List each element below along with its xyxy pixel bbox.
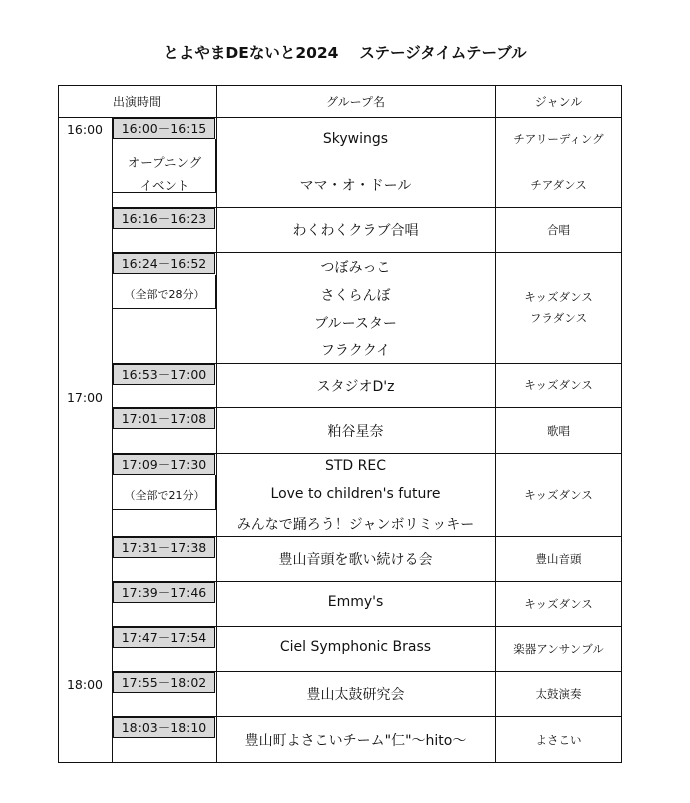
time-slot: 16:16－16:23 xyxy=(113,208,215,229)
time-slot: 17:39－17:46 xyxy=(113,582,215,603)
group-name: 豊山町よさこいチーム"仁"～hito～ xyxy=(244,733,467,749)
page-title: とよやまDEないと2024 ステージタイムテーブル xyxy=(163,44,527,62)
time-slot: 17:09－17:30 xyxy=(113,454,215,475)
genre-label: よさこい xyxy=(535,733,582,747)
note-text: オープニング xyxy=(127,155,202,170)
group-name: ママ・オ・ドール xyxy=(299,178,412,194)
time-slot: 17:55－18:02 xyxy=(113,672,215,693)
group-name: STD REC xyxy=(324,458,387,474)
group-name: わくわくクラブ合唱 xyxy=(292,223,419,239)
time-slot: 18:03－18:10 xyxy=(113,717,215,738)
genre-label: チアダンス xyxy=(530,178,587,192)
genre-label: キッズダンス xyxy=(524,597,593,611)
table-border-left xyxy=(58,85,59,763)
hour-label: 17:00 xyxy=(66,390,104,405)
genre-label: チアリーディング xyxy=(513,132,604,146)
time-slot: 16:24－16:52 xyxy=(113,253,215,274)
group-name: フラククイ xyxy=(320,343,391,359)
header-time: 出演時間 xyxy=(112,95,161,109)
group-name: Love to children's future xyxy=(270,486,441,502)
genre-label: キッズダンス xyxy=(524,488,593,502)
genre-label: 太鼓演奏 xyxy=(535,687,582,701)
genre-label: キッズダンス xyxy=(524,378,593,392)
timetable xyxy=(58,85,622,763)
time-slot: 17:47－17:54 xyxy=(113,627,215,648)
group-name: スタジオD'z xyxy=(316,379,395,395)
group-name: つぼみっこ xyxy=(320,260,391,276)
hour-label: 18:00 xyxy=(66,677,104,692)
group-name: Ciel Symphonic Brass xyxy=(279,639,432,655)
group-name: Skywings xyxy=(322,131,389,147)
group-name: Emmy's xyxy=(327,594,384,610)
genre-label: 楽器アンサンブル xyxy=(513,642,604,656)
header-genre: ジャンル xyxy=(534,95,583,109)
time-slot: 17:31－17:38 xyxy=(113,537,215,558)
group-name: さくらんぼ xyxy=(320,288,391,304)
time-slot: 16:53－17:00 xyxy=(113,364,215,385)
group-name: ブルースター xyxy=(314,316,397,332)
note-text: （全部で21分） xyxy=(124,489,205,502)
group-name: 粕谷星奈 xyxy=(327,424,384,440)
genre-label: 歌唱 xyxy=(547,424,570,438)
time-slot: 17:01－17:08 xyxy=(113,408,215,429)
note-text: イベント xyxy=(139,178,190,193)
genre-label: フラダンス xyxy=(529,311,588,325)
time-slot: 16:00－16:15 xyxy=(113,118,215,139)
genre-label: 豊山音頭 xyxy=(535,552,582,566)
genre-label: 合唱 xyxy=(547,223,570,237)
group-name: みんなで踊ろう！ジャンボリミッキー xyxy=(236,517,475,533)
table-border-bottom xyxy=(58,762,622,763)
genre-label: キッズダンス xyxy=(524,290,593,304)
table-border-top xyxy=(58,85,622,86)
hour-label: 16:00 xyxy=(66,122,104,137)
header-group: グループ名 xyxy=(325,95,386,109)
group-name: 豊山太鼓研究会 xyxy=(306,687,405,703)
note-text: （全部で28分） xyxy=(124,288,205,301)
group-name: 豊山音頭を歌い続ける会 xyxy=(278,552,433,568)
